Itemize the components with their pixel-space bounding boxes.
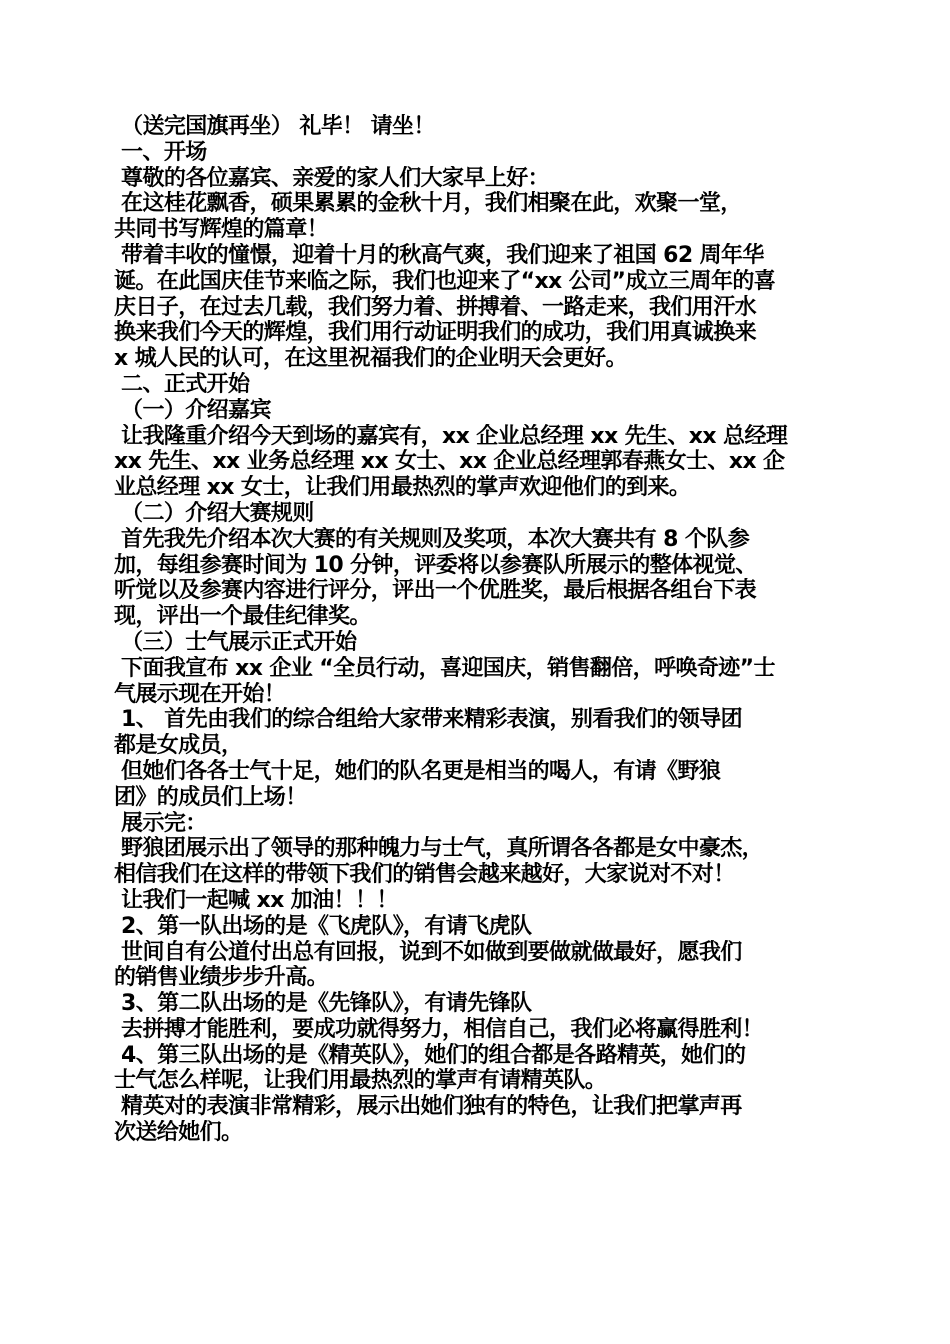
text-line: 团》的成员们上场！ <box>114 784 307 810</box>
text-line: 精英对的表演非常精彩，展示出她们独有的特色，让我们把掌声再 <box>114 1094 742 1120</box>
text-line: 1、 首先由我们的综合组给大家带来精彩表演，别看我们的领导团 <box>114 707 743 733</box>
text-line: （送完国旗再坐） 礼毕！ 请坐！ <box>114 114 435 139</box>
text-line: 首先我先介绍本次大赛的有关规则及奖项，本次大赛共有 8 个队参 <box>114 526 750 552</box>
text-line: 下面我宣布 xx 企业 “全员行动，喜迎国庆，销售翻倍，呼唤奇迹”士 <box>114 655 775 681</box>
text-line: 共同书写辉煌的篇章！ <box>114 217 329 243</box>
text-line: 二、正式开始 <box>114 371 250 397</box>
text-line: （三）士气展示正式开始 <box>114 629 357 655</box>
text-line: 换来我们今天的辉煌，我们用行动证明我们的成功，我们用真诚换来 <box>114 320 757 346</box>
text-line: 业总经理 xx 女士，让我们用最热烈的掌声欢迎他们的到来。 <box>114 475 691 501</box>
text-line: 都是女成员， <box>114 733 243 759</box>
text-line: 让我们一起喊 xx 加油！！！ <box>114 887 398 913</box>
text-line: 气展示现在开始！ <box>114 681 286 707</box>
text-line: （一）介绍嘉宾 <box>114 397 271 423</box>
text-line: 让我隆重介绍今天到场的嘉宾有，xx 企业总经理 xx 先生、xx 总经理 <box>114 423 788 449</box>
text-line: 次送给她们。 <box>114 1120 243 1146</box>
text-line: 的销售业绩步步升高。 <box>114 965 329 991</box>
text-line: 3、第二队出场的是《先锋队》，有请先锋队 <box>114 991 532 1017</box>
text-line: xx 先生、xx 业务总经理 xx 女士、xx 企业总经理郭春燕女士、xx 企 <box>114 449 785 475</box>
text-line: 在这桂花飘香，硕果累累的金秋十月，我们相聚在此，欢聚一堂， <box>114 191 742 217</box>
text-line: 世间自有公道付出总有回报，说到不如做到要做就做最好，愿我们 <box>114 939 742 965</box>
text-line: 听觉以及参赛内容进行评分，评出一个优胜奖，最后根据各组台下表 <box>114 578 757 604</box>
text-line: 去拼搏才能胜利，要成功就得努力，相信自己，我们必将赢得胜利！ <box>114 1016 764 1042</box>
text-line: 展示完： <box>114 810 207 836</box>
text-line: x 城人民的认可，在这里祝福我们的企业明天会更好。 <box>114 346 627 372</box>
text-line: 士气怎么样呢，让我们用最热烈的掌声有请精英队。 <box>114 1068 607 1094</box>
text-line: 庆日子，在过去几载，我们努力着、拼搏着、一路走来，我们用汗水 <box>114 294 757 320</box>
document-body <box>114 114 844 1146</box>
text-line: 现，评出一个最佳纪律奖。 <box>114 604 371 630</box>
text-line: 带着丰收的憧憬，迎着十月的秋高气爽，我们迎来了祖国 62 周年华 <box>114 242 764 268</box>
text-line: 尊敬的各位嘉宾、亲爱的家人们大家早上好： <box>114 165 550 191</box>
text-line: 诞。在此国庆佳节来临之际，我们也迎来了“xx 公司”成立三周年的喜 <box>114 268 776 294</box>
text-line: 一、开场 <box>114 139 207 165</box>
text-line: 4、第三队出场的是《精英队》，她们的组合都是各路精英，她们的 <box>114 1042 746 1068</box>
text-line: （二）介绍大赛规则 <box>114 500 314 526</box>
text-line: 野狼团展示出了领导的那种魄力与士气，真所谓各各都是女中豪杰， <box>114 836 764 862</box>
text-line: 加，每组参赛时间为 10 分钟，评委将以参赛队所展示的整体视觉、 <box>114 552 757 578</box>
text-line: 但她们各各士气十足，她们的队名更是相当的喝人，有请《野狼 <box>114 758 721 784</box>
text-line: 相信我们在这样的带领下我们的销售会越来越好，大家说对不对！ <box>114 862 735 888</box>
text-line: 2、第一队出场的是《飞虎队》，有请飞虎队 <box>114 913 532 939</box>
